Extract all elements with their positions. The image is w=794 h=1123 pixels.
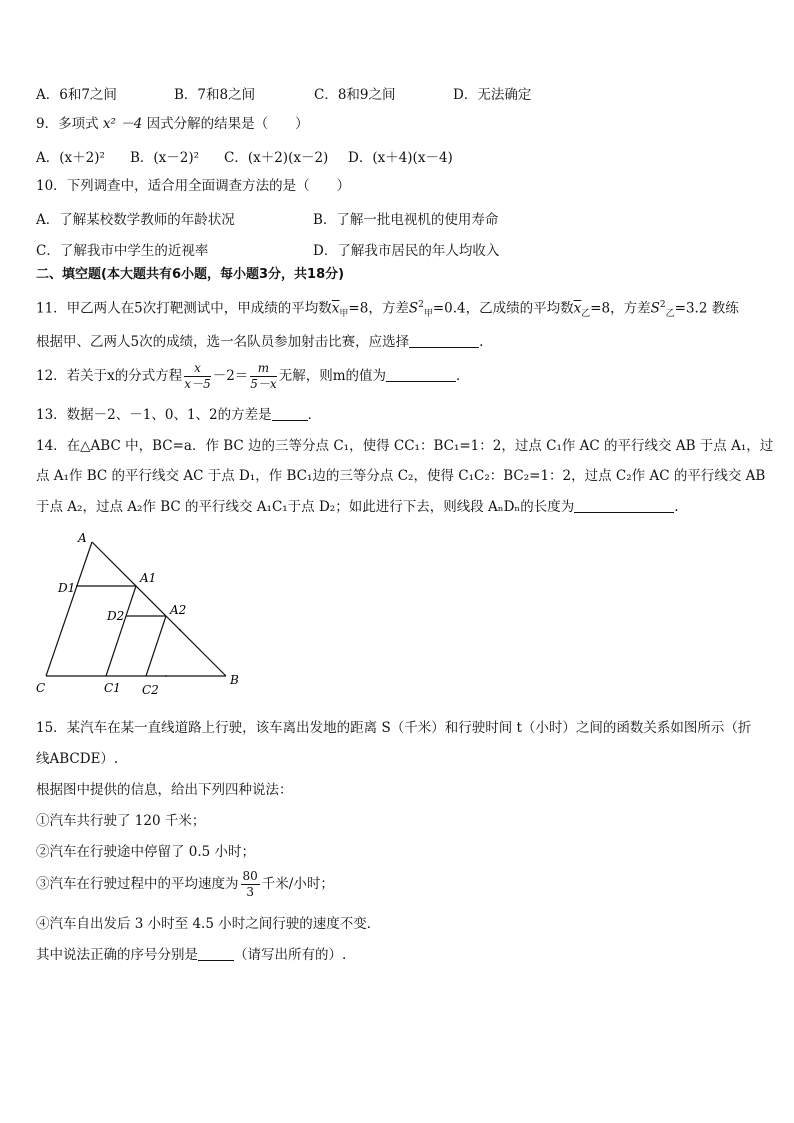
q15-line-1: 15．某汽车在某一直线道路上行驶，该车离出发地的距离 S（千米）和行驶时间 t（小时）之间的函数关系如图所示（折 bbox=[36, 720, 752, 736]
q14-line-3: 于点 A₂，过点 A₂作 BC 的平行线交 A₁C₁于点 D₂；如此进行下去，则线段 AₙDₙ的长度为 . bbox=[36, 499, 679, 515]
q8-option-c: C．8和9之间 bbox=[314, 87, 396, 103]
q15-statement-3: ③汽车在行驶过程中的平均速度为 $\frac{80}{3}$ 千米/小时； bbox=[36, 869, 334, 899]
q10-option-d: D．了解我市居民的年人均收入 bbox=[313, 243, 500, 259]
q12-fraction-2: $\frac{m}{5-x}$ bbox=[250, 361, 277, 391]
variance-yi-symbol: S bbox=[650, 300, 660, 317]
q15-statement-1: ①汽车共行驶了 120 千米； bbox=[36, 813, 206, 829]
q10-stem: 10．下列调查中，适合用全面调查方法的是（ ） bbox=[36, 178, 351, 194]
figure-dot bbox=[179, 629, 181, 631]
q15-statement-4: ④汽车自出发后 3 小时至 4.5 小时之间行驶的速度不变． bbox=[36, 916, 381, 932]
q15-line-2: 线ABCDE）. bbox=[36, 751, 119, 767]
label-a2: A2 bbox=[170, 603, 187, 617]
q9-expression: x² －4 bbox=[102, 116, 143, 132]
q8-option-a: A．6和7之间 bbox=[36, 87, 117, 103]
label-a: A bbox=[78, 531, 87, 545]
q11-answer-blank[interactable] bbox=[409, 333, 479, 348]
label-a1: A1 bbox=[140, 571, 157, 585]
q9-option-c: C．(x＋2)(x－2) bbox=[224, 150, 329, 166]
label-d2: D2 bbox=[107, 609, 125, 623]
q14-line-1: 14．在△ABC 中，BC=a．作 BC 边的三等分点 C₁，使得 CC₁：BC₁=1：2，过点 C₁作 AC 的平行线交 AB 于点 A₁，过 bbox=[36, 438, 774, 454]
segment-a2-c2 bbox=[146, 616, 166, 676]
q14-triangle-figure bbox=[30, 528, 290, 698]
q15-line-3: 根据图中提供的信息，给出下列四种说法： bbox=[36, 782, 293, 798]
label-c2: C2 bbox=[142, 683, 159, 697]
q11-line-1: 11．甲乙两人在5次打靶测试中，甲成绩的平均数$\overline{x}_甲=8$，方差$S^2_甲=0.4$，乙成绩的平均数$\overline{x}_乙=8$，方差$S^2_乙=3.2$ 教练 bbox=[36, 300, 739, 320]
q15-statement-2: ②汽车在行驶途中停留了 0.5 小时； bbox=[36, 844, 256, 860]
q12-fraction-1: $\frac{x}{x-5}$ bbox=[184, 361, 211, 391]
mean-jia-symbol: $\overline{x}$ bbox=[331, 300, 340, 317]
label-c1: C1 bbox=[104, 681, 121, 695]
label-d1: D1 bbox=[58, 581, 76, 595]
q13-stem: 13．数据－2、－1、0、1、2的方差是 ． bbox=[36, 407, 322, 423]
q9-stem: 9．多项式 x² －4 因式分解的结果是（ ） bbox=[36, 116, 309, 132]
section-2-title: 二、填空题(本大题共有6小题，每小题3分，共18分) bbox=[36, 267, 345, 282]
q9-option-d: D．(x＋4)(x－4) bbox=[348, 150, 453, 166]
q8-option-d: D．无法确定 bbox=[453, 87, 532, 103]
q15-speed-fraction: $\frac{80}{3}$ bbox=[242, 869, 258, 899]
q12-stem: 12．若关于x的分式方程 $\frac{x}{x-5}$ －2＝ $\frac{m}{5-x}$ 无解，则m的值为 ． bbox=[36, 361, 470, 391]
segment-a1-c1 bbox=[106, 586, 136, 676]
figure-dot bbox=[165, 675, 167, 677]
mean-yi-symbol: $\overline{x}$ bbox=[573, 300, 582, 317]
q12-answer-blank[interactable] bbox=[386, 367, 456, 382]
q15-question: 其中说法正确的序号分别是 （请写出所有的）. bbox=[36, 947, 347, 963]
variance-jia-symbol: S bbox=[408, 300, 419, 317]
q10-option-a: A．了解某校数学教师的年龄状况 bbox=[36, 212, 235, 228]
q15-answer-blank[interactable] bbox=[198, 946, 234, 961]
q14-line-2: 点 A₁作 BC 的平行线交 AC 于点 D₁，作 BC₁边的三等分点 C₂，使得 C₁C₂：BC₂=1：2，过点 C₂作 AC 的平行线交 AB bbox=[36, 468, 766, 484]
label-c: C bbox=[36, 681, 46, 695]
q13-answer-blank[interactable] bbox=[272, 406, 308, 421]
q8-option-b: B．7和8之间 bbox=[174, 87, 256, 103]
q9-option-b: B．(x－2)² bbox=[130, 150, 200, 166]
q10-option-b: B．了解一批电视机的使用寿命 bbox=[313, 212, 499, 228]
q14-answer-blank[interactable] bbox=[574, 498, 674, 513]
q9-option-a: A．(x＋2)² bbox=[36, 150, 105, 166]
q11-line-2: 根据甲、乙两人5次的成绩，选一名队员参加射击比赛，应选择 . bbox=[36, 334, 484, 350]
side-ac bbox=[46, 542, 92, 676]
label-b: B bbox=[230, 673, 239, 687]
q10-option-c: C．了解我市中学生的近视率 bbox=[36, 243, 209, 259]
